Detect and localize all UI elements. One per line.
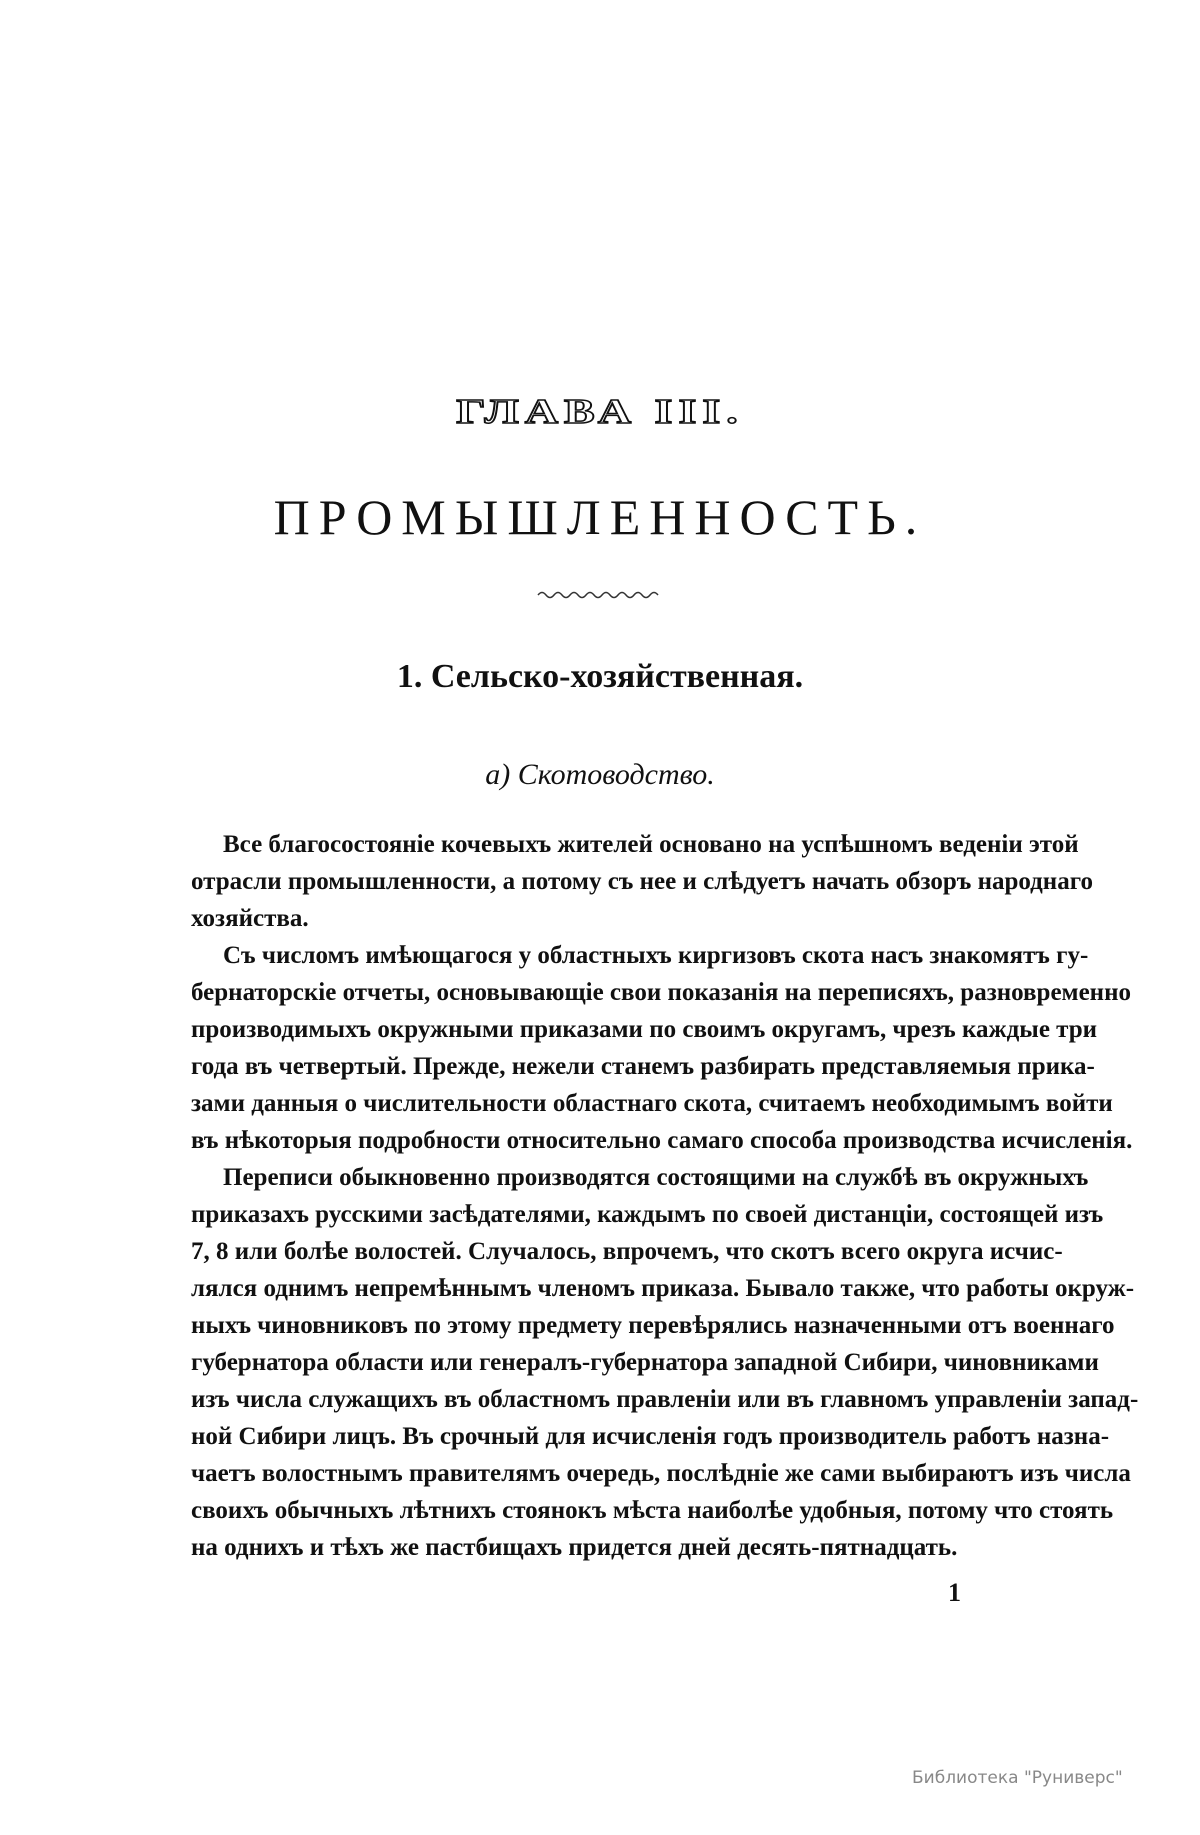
library-watermark: Библиотека "Руниверс" [912,1768,1123,1788]
text-line: зами данныя о числительности областнаго скота, считаемъ необходимымъ войти [191,1090,1113,1117]
section-heading: 1. Сельско-хозяйственная. [396,658,804,695]
text-line: Все благосостояніе кочевыхъ жителей основано на успѣшномъ веденіи этой [223,831,1079,858]
ornament-divider [536,588,664,602]
text-line: лялся однимъ непремѣннымъ членомъ приказа. Бывало также, что работы окруж- [191,1275,1135,1302]
text-line: бернаторскіе отчеты, основывающіе свои показанія на переписяхъ, разновременно [191,979,1131,1006]
text-line: отрасли промышленности, а потому съ нее и слѣдуетъ начать обзоръ народнаго [191,868,1093,895]
text-line: хозяйства. [191,905,309,932]
body-text [191,826,1139,1566]
text-line: изъ числа служащихъ въ областномъ правленіи или въ главномъ управленіи запад- [191,1386,1139,1413]
text-line: Съ числомъ имѣющагося у областныхъ киргизовъ скота насъ знакомятъ гу- [223,942,1089,969]
chapter-title: ПРОМЫШЛЕННОСТЬ. [273,489,927,545]
text-line: на однихъ и тѣхъ же пастбищахъ придется дней десять-пятнадцать. [191,1534,958,1561]
text-line: 7, 8 или болѣе волостей. Случалось, впрочемъ, что скотъ всего округа исчис- [191,1238,1063,1265]
text-line: приказахъ русскими засѣдателями, каждымъ по своей дистанціи, состоящей изъ [191,1201,1104,1228]
text-line: года въ четвертый. Прежде, нежели станемъ разбирать представляемыя прика- [191,1053,1095,1080]
text-line: чаетъ волостнымъ правителямъ очередь, послѣдніе же сами выбираютъ изъ числа [191,1460,1131,1487]
subsection-heading: а) Скотоводство. [485,758,715,791]
text-line: въ нѣкоторыя подробности относительно самаго способа производства исчисленія. [191,1127,1133,1154]
text-line: губернатора области или генералъ-губернатора западной Сибири, чиновниками [191,1349,1099,1376]
page-number: 1 [948,1578,961,1607]
text-line: ныхъ чиновниковъ по этому предмету перевѣрялись назначенными отъ военнаго [191,1312,1115,1339]
text-line: ной Сибири лицъ. Въ срочный для исчисленія годъ производитель работъ назна- [191,1423,1110,1450]
text-line: Переписи обыкновенно производятся состоящими на службѣ въ окружныхъ [223,1164,1089,1191]
text-line: производимыхъ окружными приказами по своимъ округамъ, чрезъ каждые три [191,1016,1098,1043]
chapter-heading: ГЛАВА III. [456,392,744,431]
text-line: своихъ обычныхъ лѣтнихъ стоянокъ мѣста наиболѣе удобныя, потому что стоять [191,1497,1114,1524]
